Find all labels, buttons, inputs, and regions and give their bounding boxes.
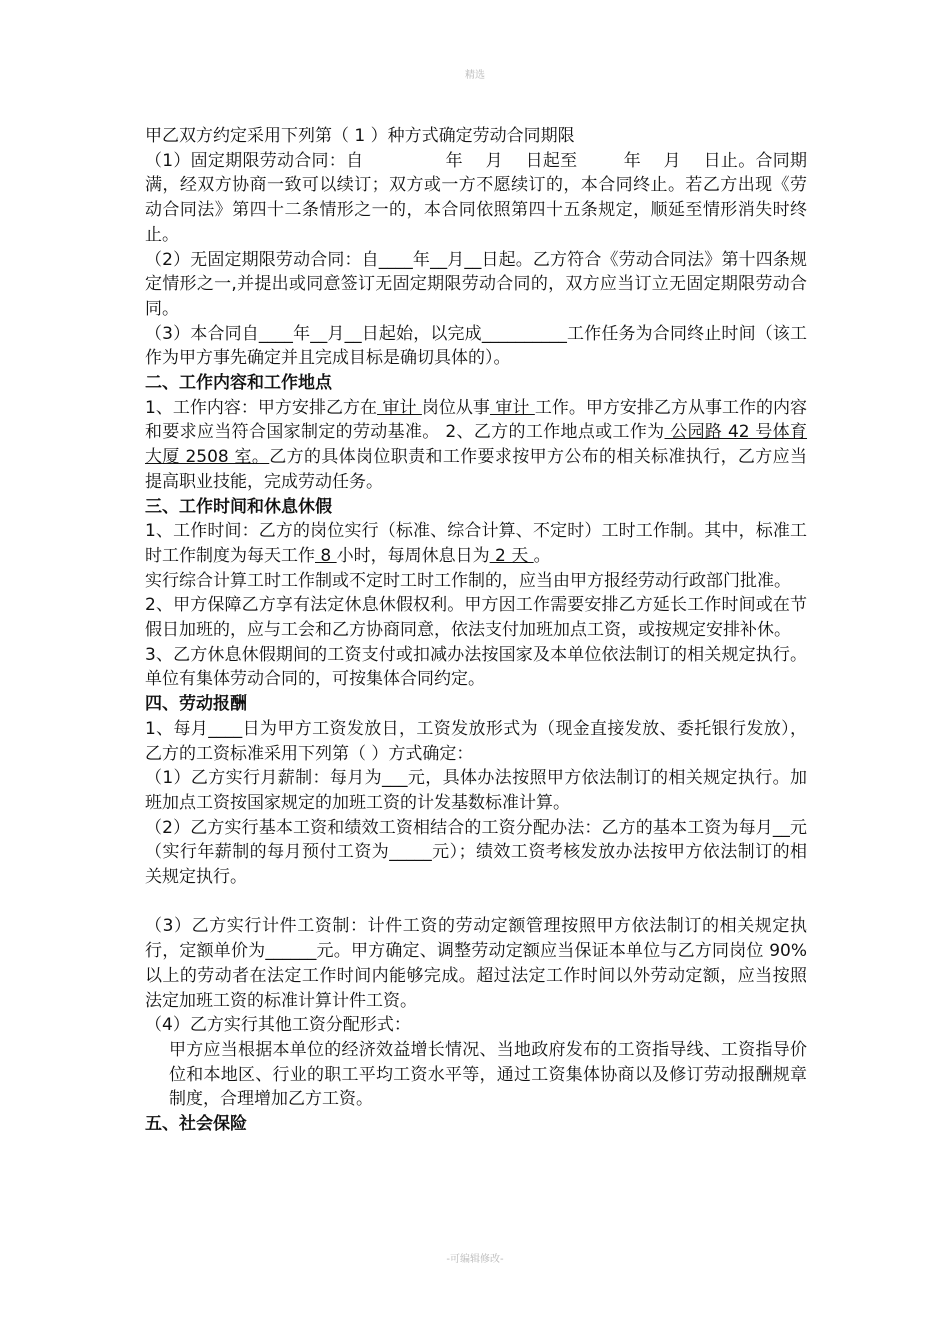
monthly-salary-paragraph: （1）乙方实行月薪制：每月为___元，具体办法按照甲方依法制订的相关规定执行。加班加点工资按国家规定的加班工资的计发基数标准计算。 — [145, 768, 807, 813]
base-performance-paragraph: （2）乙方实行基本工资和绩效工资相结合的工资分配办法：乙方的基本工资为每月__元（实行年薪制的每月预付工资为_____元）；绩效工资考核发放办法按甲方依法制订的相关规定执行。 — [145, 817, 808, 888]
wage-increase-paragraph: 甲方应当根据本单位的经济效益增长情况、当地政府发布的工资指导线、工资指导价位和本地区、行业的职工平均工资水平等，通过工资集体协商以及修订劳动报酬规章制度，合理增加乙方工资。 — [169, 1040, 807, 1110]
work-location-value: 公园路 42 号体育大厦 2508 室。 — [145, 422, 808, 468]
work-type-value: 审计 — [489, 397, 535, 418]
section-5-heading: 五、社会保险 — [145, 1114, 247, 1135]
overtime-paragraph: 2、甲方保障乙方享有法定休息休假权利。甲方因工作需要安排乙方延长工作时间或在节假日加班的，应与工会和乙方协商同意，依法支付加班加点工资，或按规定安排补休。 — [145, 595, 807, 641]
position-value: 审计 — [377, 397, 422, 418]
term-task-paragraph: （3）本合同自____年__月__日起始，以完成__________工作任务为合同终止时间（该工作为甲方事先确定并且完成目标是确切具体的）。 — [145, 323, 808, 369]
piece-rate-paragraph: （3）乙方实行计件工资制：计件工资的劳动定额管理按照甲方依法制订的相关规定执行，定额单价为______元。甲方确定、调整劳动定额应当保证本单位与乙方同岗位 90%以上的劳动者在法定工作时间内能够完成。超过法定工作时间以外劳动定额，应当按照法定加班工资的标准计算计件工资。 — [145, 916, 807, 1011]
section-3-heading: 三、工作时间和休息休假 — [145, 496, 332, 517]
alt-hours-paragraph: 实行综合计算工时工作制或不定时工时工作制的，应当由甲方报经劳动行政部门批准。 — [145, 570, 791, 591]
blank-line — [145, 890, 807, 915]
section-4-heading: 四、劳动报酬 — [145, 694, 247, 715]
header-watermark: 精选 — [465, 70, 485, 81]
other-pay-paragraph: （4）乙方实行其他工资分配形式： — [145, 1015, 411, 1036]
contract-body — [145, 124, 807, 1137]
weekly-rest-value: 2 天 — [489, 545, 534, 566]
section-2-heading: 二、工作内容和工作地点 — [145, 373, 332, 394]
term-fixed-paragraph: （1）固定期限劳动合同：自 年 月 日起至 年 月 日止。合同期满，经双方协商一致可以续订；双方或一方不愿续订的，本合同终止。若乙方出现《劳动合同法》第四十二条情形之一的，本合同依照第四十五条规定，顺延至情形消失时终止。 — [145, 150, 808, 245]
term-open-ended-paragraph: （2）无固定期限劳动合同：自____年__月__日起。乙方符合《劳动合同法》第十四条规定情形之一,并提出或同意签订无固定期限劳动合同的，双方应当订立无固定期限劳动合同。 — [145, 249, 807, 319]
work-content-paragraph: 1、工作内容：甲方安排乙方在 审计 岗位从事 审计 工作。甲方安排乙方从事工作的内容和要求应当符合国家制定的劳动基准。 2、乙方的工作地点或工作为 公园路 42 号体育大厦 2508 室。乙方的具体岗位职责和工作要求按甲方公布的相关标准执行，乙方应当提高职业技能，完成劳动任务。 — [145, 397, 808, 492]
payday-paragraph: 1、每月____日为甲方工资发放日，工资发放形式为（现金直接发放、委托银行发放），乙方的工资标准采用下列第（ ）方式确定： — [145, 718, 807, 764]
work-hours-paragraph: 1、工作时间：乙方的岗位实行（标准、综合计算、不定时）工时工作制。其中，标准工时工作制度为每天工作 8 小时，每周休息日为 2 天 。 — [145, 521, 807, 566]
term-intro: 甲乙双方约定采用下列第（ 1 ）种方式确定劳动合同期限 — [145, 126, 575, 146]
leave-pay-paragraph: 3、乙方休息休假期间的工资支付或扣减办法按国家及本单位依法制订的相关规定执行。单位有集体劳动合同的，可按集体合同约定。 — [145, 644, 807, 690]
footer-watermark: -可编辑修改- — [446, 1254, 504, 1265]
daily-hours-value: 8 — [315, 545, 337, 566]
